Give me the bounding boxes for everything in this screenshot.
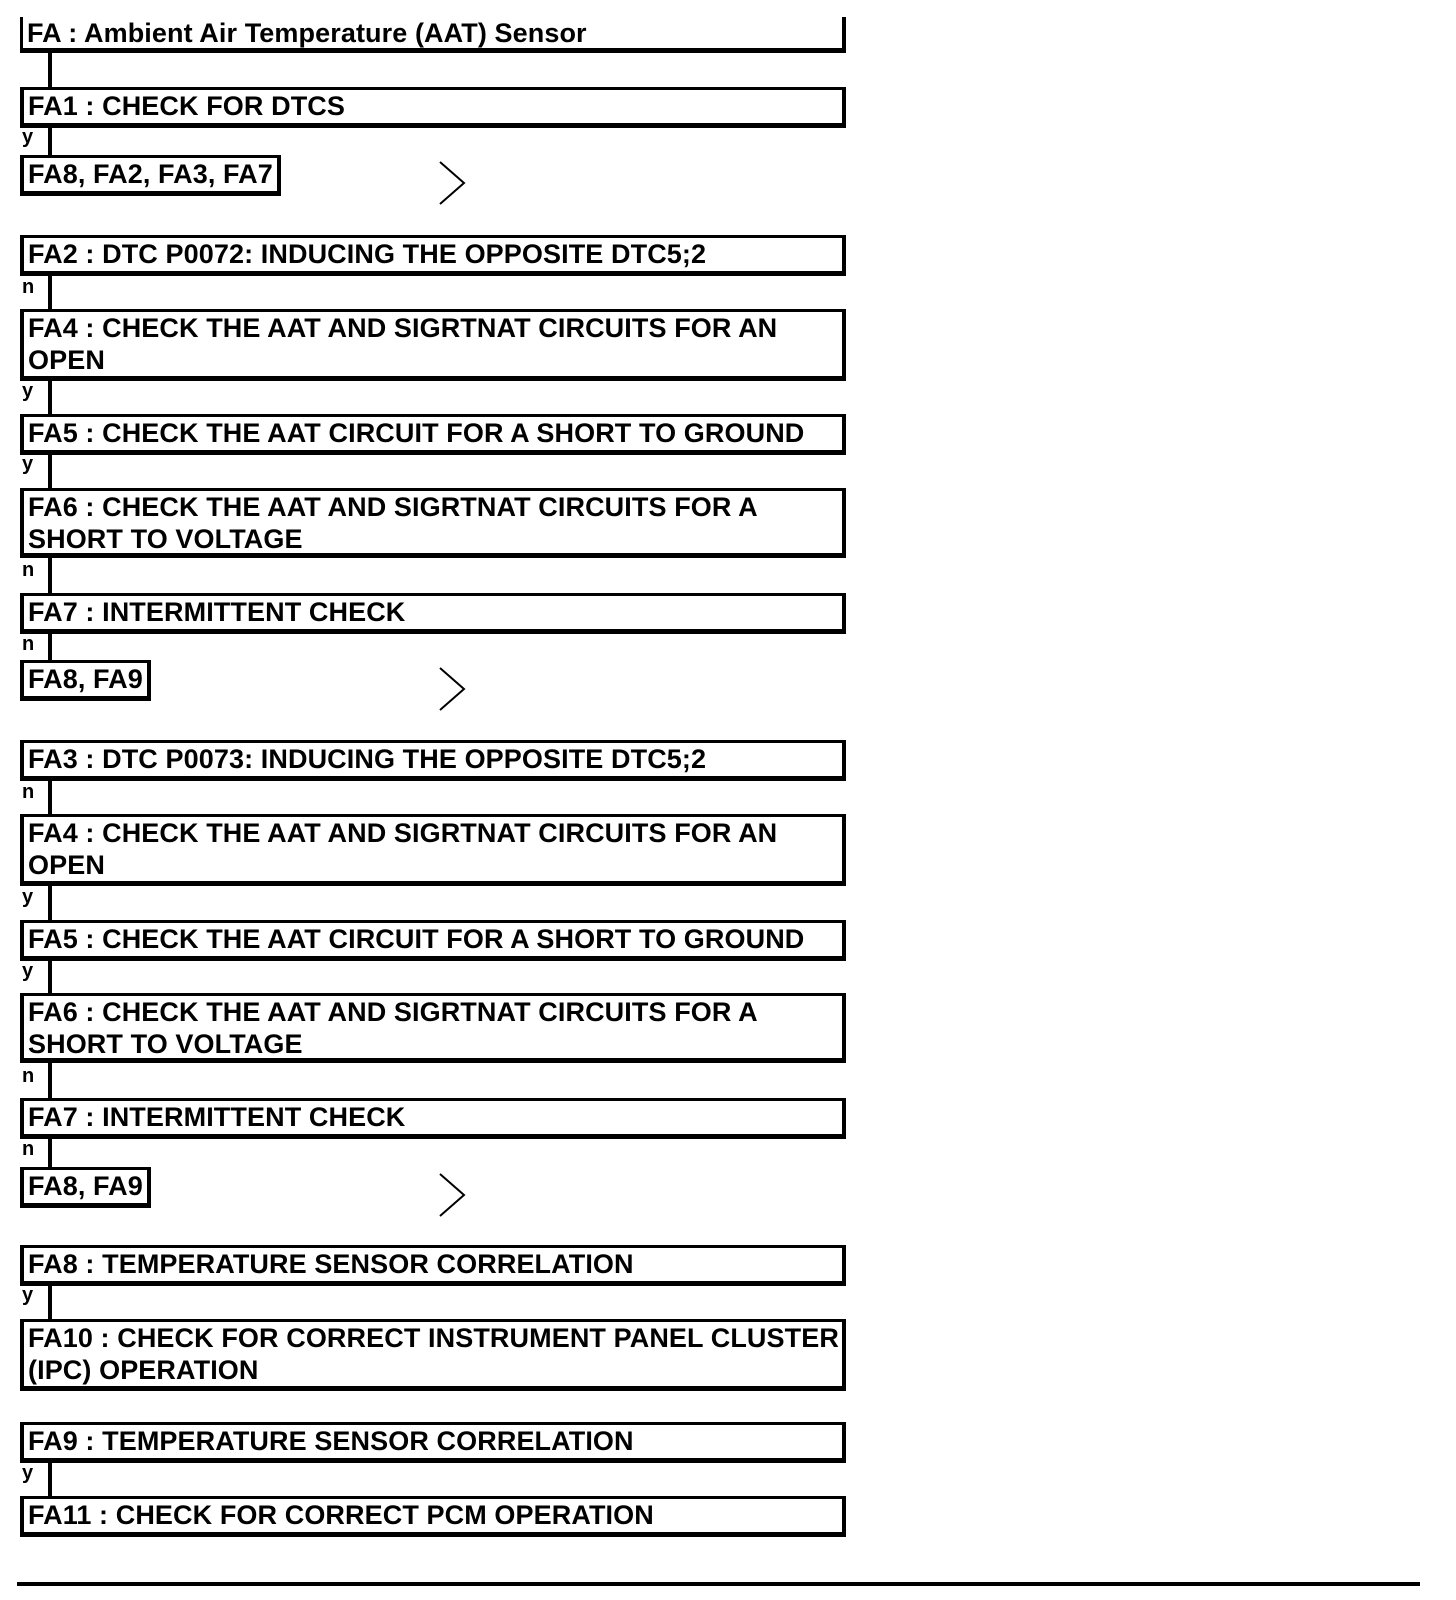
edge-label: y: [22, 126, 34, 148]
connector-line: [48, 1463, 52, 1496]
node-fa7-a: FA7 : INTERMITTENT CHECK: [20, 593, 846, 634]
node-fa4-b: FA4 : CHECK THE AAT AND SIGRTNAT CIRCUITS FOR AN OPEN: [20, 814, 846, 886]
connector-line: [48, 455, 52, 488]
chevron-right-icon: [436, 158, 470, 208]
node-fa7-a-next: FA8, FA9: [20, 660, 151, 701]
connector-line: [48, 886, 52, 920]
node-fa5-b: FA5 : CHECK THE AAT CIRCUIT FOR A SHORT TO GROUND: [20, 920, 846, 961]
node-fa7-b-next: FA8, FA9: [20, 1167, 151, 1208]
node-fa5-a: FA5 : CHECK THE AAT CIRCUIT FOR A SHORT TO GROUND: [20, 414, 846, 455]
diagram-title: FA : Ambient Air Temperature (AAT) Sensor: [20, 17, 846, 53]
edge-label: y: [22, 1284, 34, 1306]
edge-label: n: [22, 276, 35, 298]
node-fa1-next: FA8, FA2, FA3, FA7: [20, 155, 281, 196]
edge-label: n: [22, 1138, 35, 1160]
edge-label: n: [22, 1065, 35, 1087]
connector-line: [48, 1063, 52, 1098]
edge-label: y: [22, 886, 34, 908]
connector-line: [48, 1139, 52, 1170]
edge-label: n: [22, 633, 35, 655]
node-fa11: FA11 : CHECK FOR CORRECT PCM OPERATION: [20, 1496, 846, 1537]
edge-label: y: [22, 380, 34, 402]
edge-label: y: [22, 453, 34, 475]
bottom-divider: [17, 1582, 1420, 1586]
chevron-right-icon: [436, 1170, 470, 1220]
connector-line: [48, 128, 52, 158]
connector-line: [48, 558, 52, 593]
connector-line: [48, 276, 52, 309]
node-fa4-a: FA4 : CHECK THE AAT AND SIGRTNAT CIRCUITS FOR AN OPEN: [20, 309, 846, 381]
node-fa10: FA10 : CHECK FOR CORRECT INSTRUMENT PANEL CLUSTER (IPC) OPERATION: [20, 1319, 846, 1391]
connector-line: [48, 781, 52, 814]
node-fa6-b: FA6 : CHECK THE AAT AND SIGRTNAT CIRCUITS FOR A SHORT TO VOLTAGE: [20, 993, 846, 1063]
node-fa2: FA2 : DTC P0072: INDUCING THE OPPOSITE DTC5;2: [20, 235, 846, 276]
chevron-right-icon: [436, 664, 470, 714]
node-fa1: FA1 : CHECK FOR DTCS: [20, 87, 846, 128]
connector-line: [48, 53, 52, 87]
node-fa7-b: FA7 : INTERMITTENT CHECK: [20, 1098, 846, 1139]
edge-label: y: [22, 1462, 34, 1484]
edge-label: n: [22, 781, 35, 803]
node-fa9: FA9 : TEMPERATURE SENSOR CORRELATION: [20, 1422, 846, 1463]
node-fa3: FA3 : DTC P0073: INDUCING THE OPPOSITE DTC5;2: [20, 740, 846, 781]
node-fa8: FA8 : TEMPERATURE SENSOR CORRELATION: [20, 1245, 846, 1286]
connector-line: [48, 381, 52, 414]
connector-line: [48, 961, 52, 993]
connector-line: [48, 1286, 52, 1319]
edge-label: y: [22, 960, 34, 982]
edge-label: n: [22, 559, 35, 581]
node-fa6-a: FA6 : CHECK THE AAT AND SIGRTNAT CIRCUITS FOR A SHORT TO VOLTAGE: [20, 488, 846, 558]
